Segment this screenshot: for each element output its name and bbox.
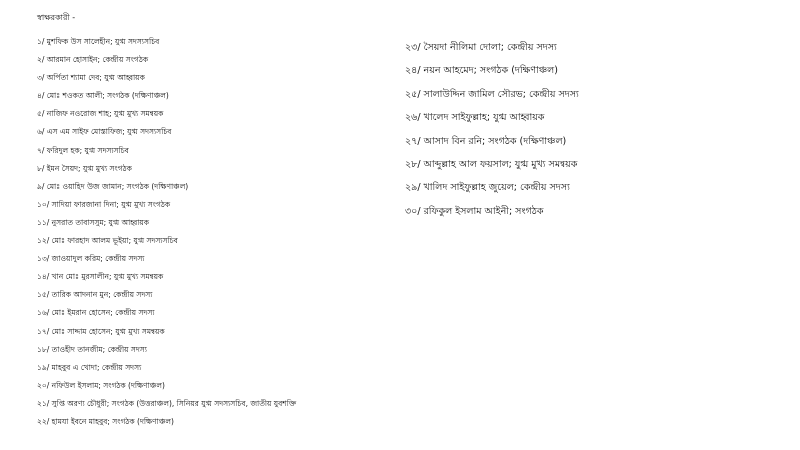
signatory-item: ২২/ হামযা ইবনে মাহবুব; সংগঠক (দক্ষিণাঞ্চল) [37, 416, 174, 426]
signatory-item: ১৬/ মোঃ ইমরান হোসেন; কেন্দ্রীয় সদস্য [37, 308, 155, 318]
signatory-item: ১৪/ খান মোঃ মুরসালীন; যুগ্ম মুখ্য সমন্বয়ক [37, 272, 164, 282]
signatory-item: ১৮/ তাওহীদ তানজীম; কেন্দ্রীয় সদস্য [37, 344, 147, 354]
signatories-heading: স্বাক্ষরকারী - [37, 13, 76, 22]
signatory-item: ৯/ মোঃ ওয়াহিদ উজ জামান; সংগঠক (দক্ষিণাঞ্চল) [37, 181, 189, 191]
signatory-item: ১৩/ জাওয়াদুল করিম; কেন্দ্রীয় সদস্য [37, 254, 145, 264]
signatory-item: ৩০/ রফিকুল ইসলাম আইনী; সংগঠক [405, 205, 544, 217]
signatory-item: ১/ মুশফিক উস সালেহীন; যুগ্ম সদস্যসচিব [37, 37, 160, 46]
signatory-item: ২৫/ সালাউদ্দিন জামিল সৌরভ; কেন্দ্রীয় সদস্য [405, 88, 579, 100]
signatory-item: ৫/ নাজিফ নওরোজ শাহ; যুগ্ম মুখ্য সমন্বয়ক [37, 109, 164, 119]
signatory-item: ১০/ সাদিয়া ফারজানা দিনা; যুগ্ম মুখ্য সংগঠক [37, 199, 171, 209]
signatory-item: ২১/ সুপ্তি অরণ্য চৌধুরী; সংগঠক (উত্তরাঞ্চল), সিনিয়র যুগ্ম সদস্যসচিব, জাতীয় যুবশক্তি [37, 398, 297, 408]
signatory-item: ১৫/ তারিক আদনান মুন; কেন্দ্রীয় সদস্য [37, 290, 153, 300]
signatory-item: ১৯/ মাহবুব এ খোদা; কেন্দ্রীয় সদস্য [37, 362, 142, 372]
signatory-item: ২/ আরমান হোসাইন; কেন্দ্রীয় সংগঠক [37, 55, 149, 65]
signatory-item: ২৪/ নয়ন আহমেদ; সংগঠক (দক্ষিণাঞ্চল) [405, 65, 558, 77]
signatory-list-right [405, 42, 579, 229]
signatory-item: ২৬/ খালেদ সাইফুল্লাহ; যুগ্ম আহ্বায়ক [405, 112, 545, 124]
signatory-item: ২৩/ সৈয়দা নীলিমা দোলা; কেন্দ্রীয় সদস্য [405, 42, 557, 53]
signatory-item: ৪/ মোঃ শওকত আলী; সংগঠক (দক্ষিণাঞ্চল) [37, 91, 169, 101]
signatory-item: ৩/ অর্পিতা শ্যামা দেব; যুগ্ম আহ্বায়ক [37, 73, 145, 83]
signatory-item: ১১/ নুসরাত তাবাসসুম; যুগ্ম আহ্বায়ক [37, 217, 150, 227]
signatory-item: ২৭/ আসাদ বিন রনি; সংগঠক (দক্ষিণাঞ্চল) [405, 135, 567, 147]
signatory-list-left [37, 37, 296, 435]
signatory-item: ১২/ মোঃ ফারহাদ আলম ভূইয়া; যুগ্ম সদস্যসচিব [37, 236, 178, 246]
signatory-item: ২৯/ খালিদ সাইফুল্লাহ জুয়েল; কেন্দ্রীয় সদস্য [405, 182, 570, 194]
signatory-item: ৭/ ফরিদুল হক; যুগ্ম সদস্যসচিব [37, 145, 129, 155]
signatory-item: ১৭/ মোঃ সাদ্দাম হোসেন; যুগ্ম মুখ্য সমন্বয়ক [37, 326, 165, 336]
signatory-item: ২০/ নফিউল ইসলাম; সংগঠক (দক্ষিণাঞ্চল) [37, 380, 165, 390]
signatory-item: ২৮/ আব্দুল্লাহ আল ফয়সাল; যুগ্ম মুখ্য সমন্বয়ক [405, 158, 578, 170]
signatory-item: ৮/ ইমন সৈয়দ; যুগ্ম মুখ্য সংগঠক [37, 163, 132, 173]
signatory-item: ৬/ এস এম সাইফ মোস্তাফিজ; যুগ্ম সদস্যসচিব [37, 127, 172, 137]
